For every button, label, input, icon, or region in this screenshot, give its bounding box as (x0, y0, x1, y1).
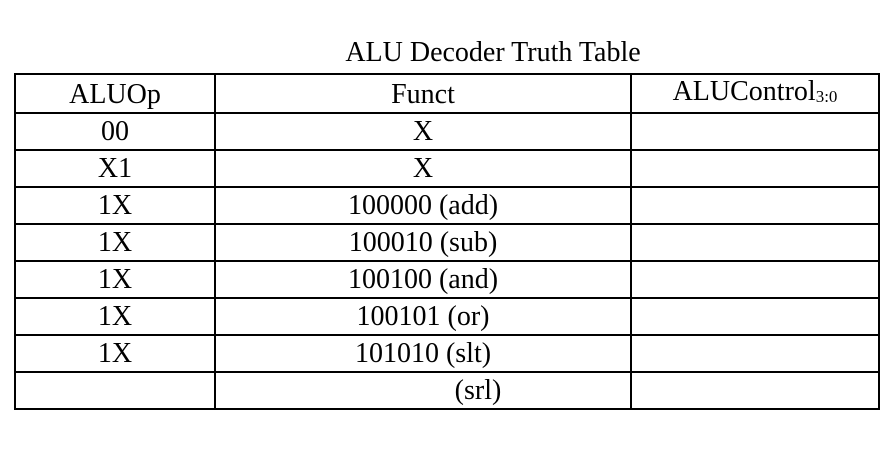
truth-table (14, 73, 880, 410)
alucontrol-cell[interactable] (631, 224, 879, 261)
aluop-cell: 1X (15, 224, 215, 261)
table-title: ALU Decoder Truth Table (345, 37, 641, 68)
funct-cell: 101010 (slt) (215, 335, 631, 372)
table-row (15, 113, 879, 150)
funct-cell: 100101 (or) (215, 298, 631, 335)
alucontrol-cell[interactable] (631, 261, 879, 298)
header-funct: Funct (215, 74, 631, 113)
aluop-cell: 1X (15, 261, 215, 298)
header-aluop: ALUOp (15, 74, 215, 113)
alucontrol-cell[interactable] (631, 335, 879, 372)
table-row (15, 224, 879, 261)
funct-cell: 100100 (and) (215, 261, 631, 298)
aluop-cell: X1 (15, 150, 215, 187)
alucontrol-cell[interactable] (631, 298, 879, 335)
header-alucontrol (631, 74, 879, 113)
funct-cell: X (215, 150, 631, 187)
table-row (15, 372, 879, 409)
header-row (15, 74, 879, 113)
aluop-cell: 00 (15, 113, 215, 150)
table-row (15, 335, 879, 372)
table-row (15, 187, 879, 224)
funct-cell: 100000 (add) (215, 187, 631, 224)
aluop-cell: 1X (15, 187, 215, 224)
table-row (15, 150, 879, 187)
header-alucontrol-label: ALUControl (672, 76, 816, 107)
alucontrol-cell[interactable] (631, 187, 879, 224)
table-row (15, 298, 879, 335)
aluop-cell: 1X (15, 335, 215, 372)
table-row (15, 261, 879, 298)
funct-cell: X (215, 113, 631, 150)
alucontrol-cell[interactable] (631, 372, 879, 409)
aluop-cell (15, 372, 215, 409)
alucontrol-cell[interactable] (631, 113, 879, 150)
funct-cell: (srl) (215, 372, 631, 409)
alucontrol-cell[interactable] (631, 150, 879, 187)
aluop-cell: 1X (15, 298, 215, 335)
header-alucontrol-subscript: 3:0 (815, 87, 838, 106)
funct-cell: 100010 (sub) (215, 224, 631, 261)
